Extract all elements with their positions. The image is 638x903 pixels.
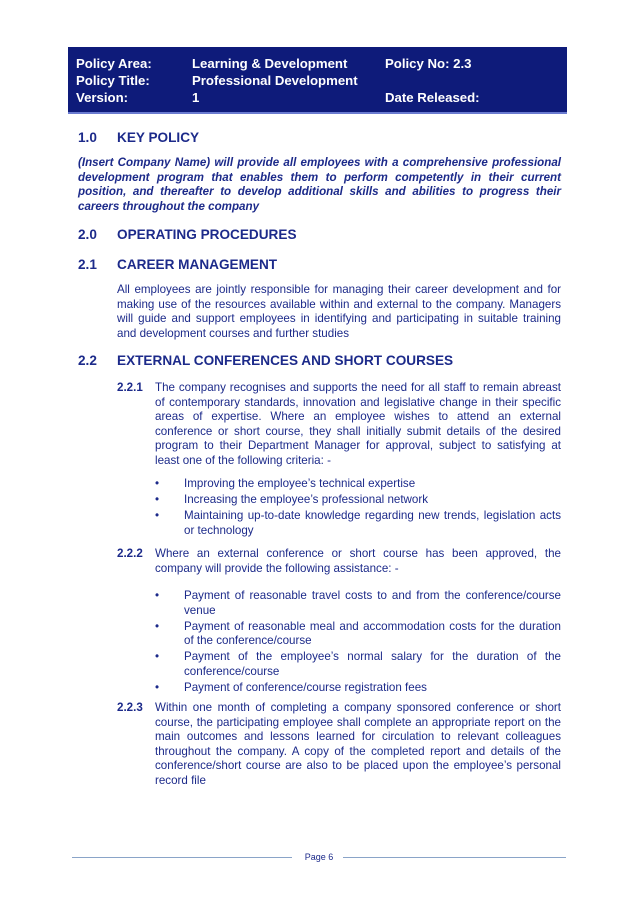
bullet-icon: •: [155, 509, 160, 523]
header-row-policy-title: [76, 72, 567, 89]
list-item-text: Improving the employee’s technical expertise: [184, 477, 416, 490]
subsection-2-2-1-paragraph: The company recognises and supports the need for all staff to remain abreast of contemporary standards, innovation and legislative change in their specific areas of expertise. Where an employee wishes to attend an external conference or short course, they shall initially submit details of the desired program to their Department Manager for approval, subject to satisfying at least one of the following criteria: -: [155, 381, 561, 467]
date-released-label: Date Released:: [385, 90, 480, 105]
section-title: KEY POLICY: [117, 130, 200, 145]
list-item-text: Payment of reasonable meal and accommodation costs for the duration of the conference/course: [184, 619, 561, 648]
version-label: Version:: [76, 90, 129, 105]
policy-title-label: Policy Title:: [76, 73, 150, 88]
list-item: [155, 589, 561, 618]
header-row-version: [76, 89, 567, 106]
list-item: [155, 650, 561, 679]
list-item-text: Payment of reasonable travel costs to and from the conference/course venue: [184, 589, 561, 617]
policy-number: Policy No: 2.3: [385, 56, 472, 71]
career-management-paragraph: All employees are jointly responsible for managing their career development and for making use of the resources available within and external to the company. Managers will guide and support employees in identifying and participating in suitable training and development courses and further studies: [117, 283, 561, 340]
list-item: [155, 620, 561, 649]
list-item-text: Payment of the employee’s normal salary for the duration of the conference/course: [184, 650, 561, 678]
subsection-number-2-2-3: 2.2.3: [117, 701, 143, 714]
bullet-icon: •: [155, 650, 160, 664]
list-item-text: Increasing the employee’s professional network: [184, 493, 429, 507]
section-number: 2.2: [78, 353, 97, 368]
key-policy-statement: (Insert Company Name) will provide all employees with a comprehensive professional development program that enables them to perform competently in their current position, and thereafter to develop additional skills and abilities to progress their careers throughout the company: [78, 156, 561, 213]
subsection-number-2-2-2: 2.2.2: [117, 547, 143, 560]
section-number: 1.0: [78, 130, 97, 145]
list-item-text: Maintaining up-to-date knowledge regarding new trends, legislation acts or technology: [184, 509, 561, 537]
subsection-number-2-2-1: 2.2.1: [117, 381, 143, 394]
bullet-icon: •: [155, 589, 160, 602]
bullet-icon: •: [155, 619, 160, 633]
section-number: 2.1: [78, 257, 97, 272]
policy-title-value: Professional Development: [192, 73, 358, 88]
version-value: 1: [192, 90, 200, 105]
section-title: EXTERNAL CONFERENCES AND SHORT COURSES: [117, 353, 454, 368]
bullet-icon: •: [155, 477, 160, 490]
policy-area-label: Policy Area:: [76, 56, 152, 71]
policy-area-value: Learning & Development: [192, 56, 348, 71]
bullet-icon: •: [155, 493, 160, 507]
list-item: [155, 477, 561, 492]
bullet-icon: •: [155, 681, 160, 695]
section-number: 2.0: [78, 227, 97, 242]
subsection-2-2-2-paragraph: Where an external conference or short course has been approved, the company will provide the following assistance: -: [155, 547, 561, 575]
list-item-text: Payment of conference/course registration fees: [184, 681, 427, 695]
assistance-bullet-list: [155, 589, 561, 697]
policy-header: [68, 47, 567, 114]
section-title: CAREER MANAGEMENT: [117, 257, 278, 272]
list-item: [155, 509, 561, 538]
subsection-2-2-3-paragraph: Within one month of completing a company sponsored conference or short course, the participating employee shall complete an appropriate report on the main outcomes and lessons learned for circulation to relevant colleagues throughout the company. A copy of the completed report and details of the conference/short course are also to be placed upon the employee’s personal record file: [155, 701, 561, 787]
section-title: OPERATING PROCEDURES: [117, 227, 297, 242]
criteria-bullet-list: [155, 477, 561, 540]
list-item: [155, 493, 561, 508]
list-item: [155, 681, 561, 696]
page-number: Page 6: [301, 852, 338, 862]
header-row-policy-area: [76, 55, 567, 72]
page-number-footer: [0, 851, 638, 863]
